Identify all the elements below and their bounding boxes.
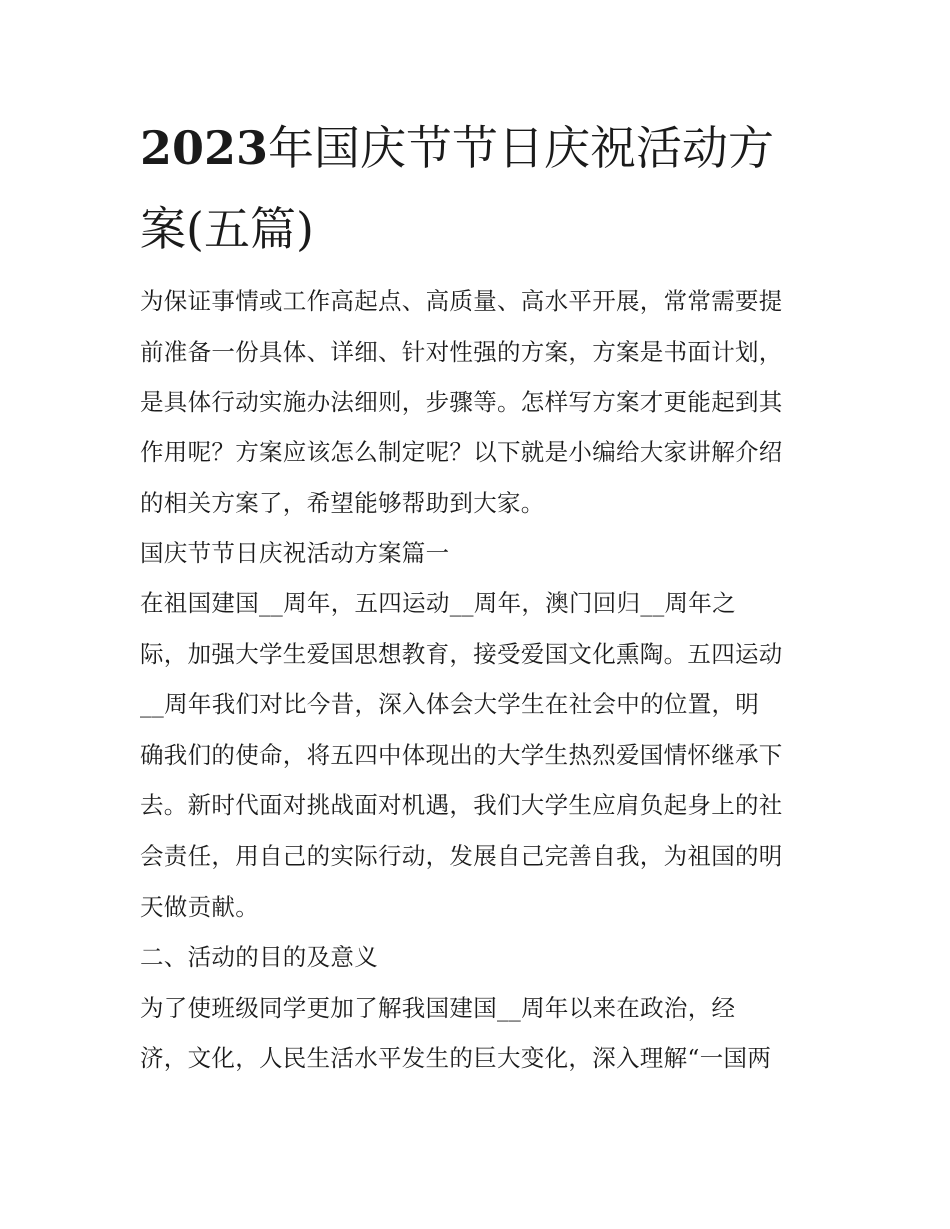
body-line: __周年我们对比今昔，深入体会大学生在社会中的位置，明 — [140, 690, 760, 718]
body-line: 作用呢？方案应该怎么制定呢？以下就是小编给大家讲解介绍 — [140, 438, 783, 466]
title-line1-text: 年国庆节节日庆祝活动方 — [268, 121, 775, 175]
body-line: 为了使班级同学更加了解我国建国__周年以来在政治，经 — [140, 994, 736, 1022]
body-line: 济，文化，人民生活水平发生的巨大变化，深入理解“一国两 — [140, 1044, 772, 1072]
body-line: 的相关方案了，希望能够帮助到大家。 — [140, 489, 545, 517]
body-line: 为保证事情或工作高起点、高质量、高水平开展，常常需要提 — [140, 287, 783, 315]
body-line: 确我们的使命，将五四中体现出的大学生热烈爱国情怀继承下 — [140, 741, 783, 769]
body-line: 前准备一份具体、详细、针对性强的方案，方案是书面计划， — [140, 338, 783, 366]
body-line: 会责任，用自己的实际行动，发展自己完善自我，为祖国的明 — [140, 842, 783, 870]
section-heading: 二、活动的目的及意义 — [140, 943, 378, 971]
body-line: 去。新时代面对挑战面对机遇，我们大学生应肩负起身上的社 — [140, 791, 783, 819]
body-line: 是具体行动实施办法细则，步骤等。怎样写方案才更能起到其 — [140, 388, 783, 416]
document-title-line-1 — [140, 122, 820, 174]
body-line: 天做贡献。 — [140, 893, 259, 921]
section-heading: 国庆节节日庆祝活动方案篇一 — [140, 539, 450, 567]
body-line: 际，加强大学生爱国思想教育，接受爱国文化熏陶。五四运动 — [140, 640, 783, 668]
title-year: 2023 — [140, 121, 269, 175]
body-line: 在祖国建国__周年，五四运动__周年，澳门回归__周年之 — [140, 589, 736, 617]
document-title-line-2: 案(五篇) — [140, 202, 314, 256]
